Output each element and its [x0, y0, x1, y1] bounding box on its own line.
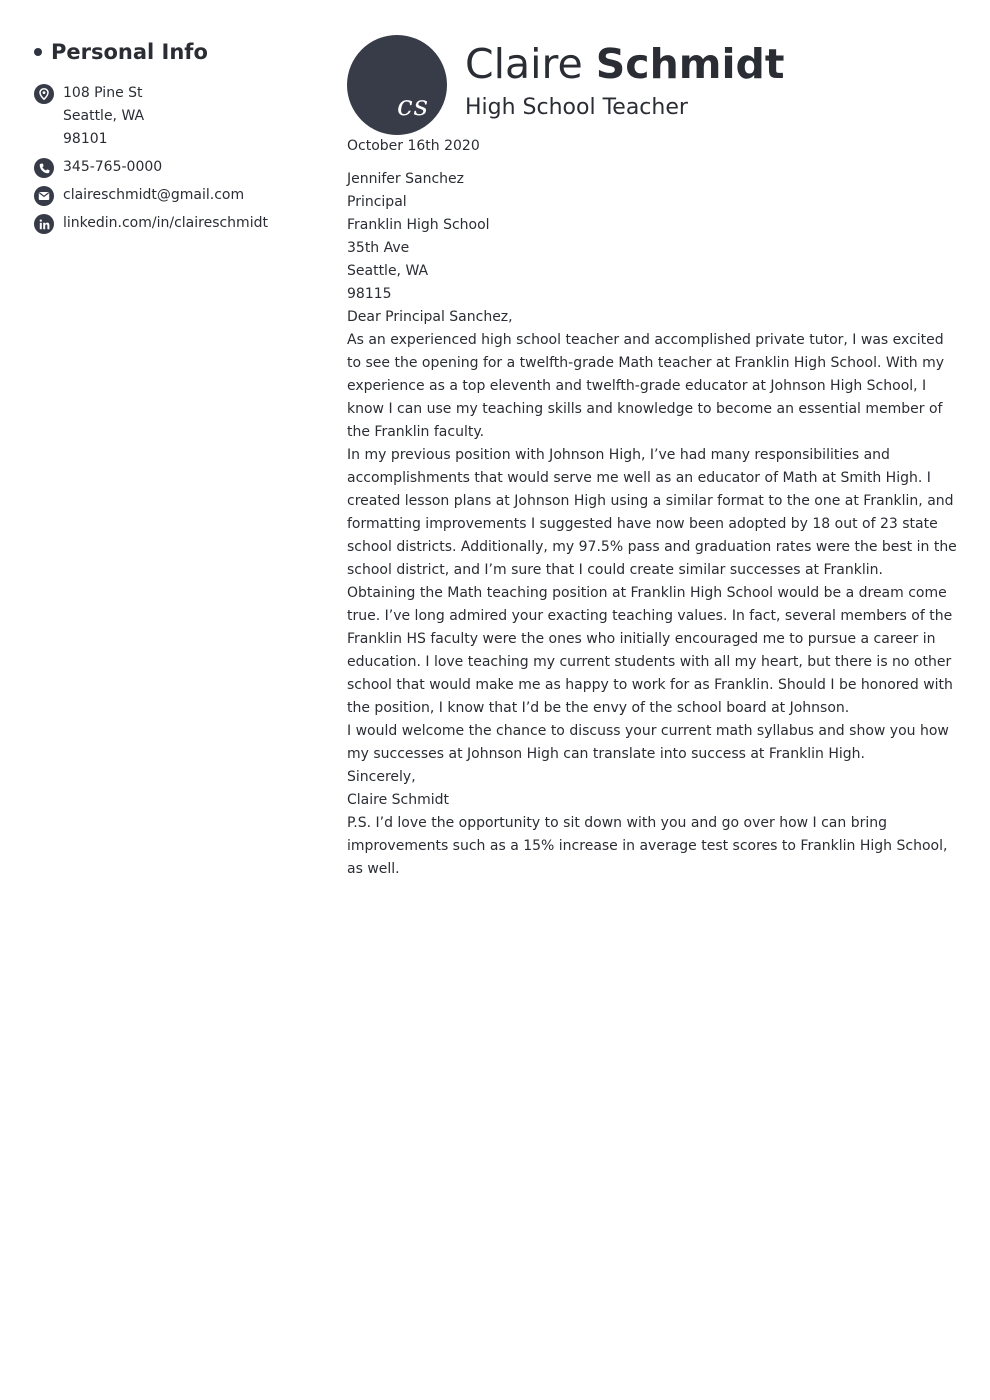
signature: Claire Schmidt	[347, 792, 450, 808]
address-city: Seattle, WA	[63, 108, 145, 124]
address-street: 108 Pine St	[63, 85, 143, 101]
recipient-zip: 98115	[347, 286, 392, 302]
phone-icon	[34, 158, 54, 178]
header	[347, 35, 957, 135]
last-name: Schmidt	[595, 40, 785, 88]
monogram-avatar	[347, 35, 447, 135]
address-row	[34, 82, 324, 151]
name-block	[465, 39, 785, 123]
body-paragraph: Obtaining the Math teaching position at Franklin High School would be a dream come true. I’ve long admired your exacting teaching values. In fact, several members of the Franklin HS faculty were the ones who initially encouraged me to pursue a career in education. I love teaching my current students with all my heart, but there is no other school that would make me as happy to work for as Franklin. Should I be honored with the position, I know that I’d be the envy of the school board at Johnson.	[347, 585, 953, 716]
greeting: Dear Principal Sanchez,	[347, 309, 513, 325]
recipient-street: 35th Ave	[347, 240, 410, 256]
job-title: High School Teacher	[465, 95, 688, 120]
recipient-city: Seattle, WA	[347, 263, 429, 279]
recipient-school: Franklin High School	[347, 217, 490, 233]
email[interactable]: claireschmidt@gmail.com	[63, 187, 245, 203]
address	[63, 82, 144, 151]
closing: Sincerely,	[347, 769, 416, 785]
recipient-block	[347, 168, 957, 306]
body-paragraph: In my previous position with Johnson High, I’ve had many responsibilities and accomplishments that would serve me well as an educator of Math at Smith High. I created lesson plans at Johnson High using a similar format to the one at Franklin, and formatting improvements I suggested have now been adopted by 18 out of 23 state school districts. Additionally, my 97.5% pass and graduation rates were the best in the school district, and I’m sure that I could create similar successes at Franklin.	[347, 447, 957, 578]
map-pin-icon	[34, 84, 54, 104]
letter-date: October 16th 2020	[347, 138, 480, 154]
recipient-name: Jennifer Sanchez	[347, 171, 464, 187]
full-name	[465, 39, 785, 89]
linkedin-row	[34, 212, 324, 235]
personal-info-heading	[34, 38, 324, 66]
linkedin-link[interactable]: linkedin.com/in/claireschmidt	[63, 215, 268, 231]
section-title: Personal Info	[51, 40, 208, 64]
envelope-icon	[34, 186, 54, 206]
email-row	[34, 184, 324, 207]
address-zip: 98101	[63, 131, 108, 147]
recipient-title: Principal	[347, 194, 407, 210]
first-name: Claire	[465, 40, 583, 88]
body-paragraph: I would welcome the chance to discuss your current math syllabus and show you how my successes at Johnson High can translate into success at Franklin High.	[347, 723, 949, 762]
main-content	[347, 35, 957, 881]
sidebar	[34, 38, 324, 240]
phone[interactable]: 345-765-0000	[63, 159, 163, 175]
monogram-initials: cs	[396, 89, 429, 122]
cover-letter	[347, 135, 957, 881]
linkedin-icon	[34, 214, 54, 234]
bullet-icon	[34, 48, 42, 56]
phone-row	[34, 156, 324, 179]
postscript: P.S. I’d love the opportunity to sit down with you and go over how I can bring improvements such as a 15% increase in average test scores to Franklin High School, as well.	[347, 815, 948, 877]
body-paragraph: As an experienced high school teacher and accomplished private tutor, I was excited to see the opening for a twelfth-grade Math teacher at Franklin High School. With my experience as a top eleventh and twelfth-grade educator at Johnson High School, I know I can use my teaching skills and knowledge to become an essential member of the Franklin faculty.	[347, 332, 945, 440]
